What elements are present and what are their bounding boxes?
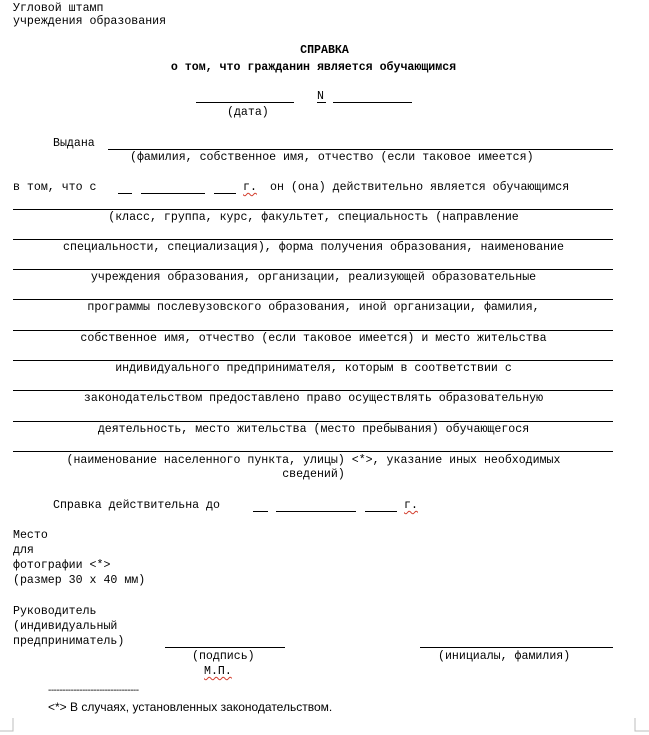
name-caption: (инициалы, фамилия) [438, 650, 571, 663]
fill-line-4 [13, 299, 613, 300]
page-corner-mark-right [634, 718, 649, 735]
number-sign: N [317, 90, 324, 103]
date-caption: (дата) [227, 106, 269, 119]
stamp-line-1: Угловой штамп [13, 2, 104, 15]
body-rest: он (она) действительно является обучающимся [270, 181, 570, 194]
month-blank [141, 193, 205, 194]
signature-blank [165, 647, 285, 648]
fill-line-8 [13, 421, 613, 422]
photo-line-4: (размер 30 х 40 мм) [13, 574, 146, 587]
validity-month-blank [276, 511, 356, 512]
photo-line-3: фотографии <*> [13, 559, 111, 572]
document-title: СПРАВКА [300, 44, 349, 57]
seal-mark: М.П. [204, 665, 232, 678]
validity-year-blank [365, 511, 397, 512]
caption-line-6: индивидуального предпринимателя, которым в соответствии с [115, 362, 512, 375]
caption-line-1: (класс, группа, курс, факультет, специальность (направление [108, 211, 519, 224]
signature-caption: (подпись) [192, 650, 255, 663]
validity-day-blank [253, 511, 268, 512]
photo-line-1: Место [13, 529, 48, 542]
issued-blank [108, 149, 613, 150]
fill-line-9 [13, 451, 613, 452]
locality-caption-2: сведений) [282, 468, 345, 481]
issued-caption: (фамилия, собственное имя, отчество (если таковое имеется) [130, 151, 534, 164]
head-line-2: (индивидуальный [13, 620, 118, 633]
fill-line-1 [13, 209, 613, 210]
footnote-text: <*> В случаях, установленных законодательством. [48, 700, 333, 714]
validity-label: Справка действительна до [53, 499, 220, 512]
caption-line-5: собственное имя, отчество (если таковое имеется) и место жительства [80, 332, 547, 345]
body-year-abbr: г. [243, 181, 257, 194]
photo-line-2: для [13, 544, 34, 557]
locality-caption-1: (наименование населенного пункта, улицы) <*>, указание иных необходимых [66, 454, 561, 467]
fill-line-5 [13, 330, 613, 331]
number-sign-underline [317, 102, 326, 103]
fill-line-6 [13, 360, 613, 361]
body-prefix: в том, что с [13, 181, 97, 194]
day-blank [118, 193, 132, 194]
name-blank [420, 647, 613, 648]
footnote-separator: -------------------------------- [48, 685, 139, 696]
caption-line-3: учреждения образования, организации, реализующей образовательные [90, 271, 537, 284]
year-blank [214, 193, 236, 194]
caption-line-4: программы послевузовского образования, иной организации, фамилия, [87, 301, 540, 314]
head-line-3: предприниматель) [13, 635, 125, 648]
stamp-line-2: учреждения образования [13, 15, 167, 28]
caption-line-7: законодательством предоставлено право осуществлять образовательную [83, 392, 544, 405]
fill-line-3 [13, 269, 613, 270]
validity-year-abbr: г. [404, 499, 418, 512]
fill-line-2 [13, 239, 613, 240]
document-subtitle: о том, что гражданин является обучающимся [170, 61, 457, 74]
fill-line-7 [13, 390, 613, 391]
head-line-1: Руководитель [13, 605, 97, 618]
caption-line-8: деятельность, место жительства (место пребывания) обучающегося [97, 423, 530, 436]
caption-line-2: специальности, специализация), форма получения образования, наименование [63, 241, 564, 254]
number-blank [333, 102, 412, 103]
date-blank [196, 102, 294, 103]
page-corner-mark-left [0, 718, 14, 735]
issued-label: Выдана [53, 137, 95, 150]
